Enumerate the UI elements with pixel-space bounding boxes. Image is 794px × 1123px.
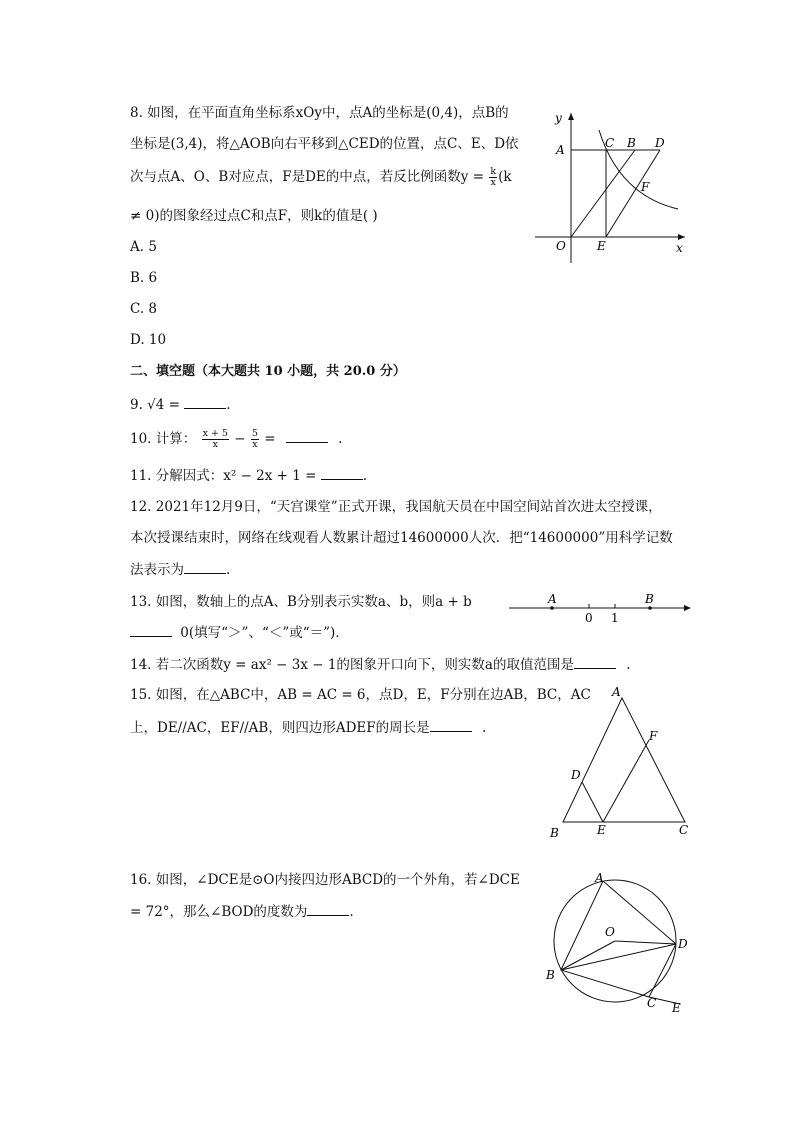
q16-label-d: D [678, 937, 688, 951]
q15-label-a: A [612, 685, 621, 699]
q12-answer-blank[interactable] [184, 559, 226, 574]
q10-fraction-1: $\frac{x + 5}{x}$ [202, 428, 228, 450]
q8-line-3-text: 次与点A、O、B对应点，F是DE的中点，若反比例函数y = [130, 169, 485, 185]
q8-line-2: 坐标是(3,4)，将△AOB向右平移到△CED的位置，点C、E、D依 [130, 136, 519, 152]
q16-label-o: O [605, 925, 615, 939]
q8-line-3 [130, 167, 512, 188]
q11-text: 11. 分解因式：x² − 2x + 1 = [130, 468, 317, 484]
section-title: 二、填空题（本大题共 10 小题，共 20.0 分） [130, 364, 406, 379]
q8-line-3-end: (k [498, 169, 512, 185]
q10-minus: − [234, 431, 246, 447]
q8-figure [535, 105, 695, 265]
q16-line-2-text: = 72°，那么∠BOD的度数为 [130, 904, 308, 920]
q14-answer-blank[interactable] [574, 654, 616, 669]
q8-label-c: C [605, 136, 615, 150]
q8-label-f: F [641, 180, 650, 194]
q12-period: . [226, 562, 231, 578]
q8-label-b: B [627, 136, 636, 150]
q10-period: . [338, 431, 343, 447]
q8-line-1: 8. 如图，在平面直角坐标系xOy中，点A的坐标是(0,4)，点B的 [130, 105, 509, 121]
q9-text: 9. √4 = [130, 397, 180, 413]
q13-answer-blank[interactable] [130, 622, 172, 637]
q8-label-x: x [676, 241, 683, 255]
q9-period: . [226, 397, 231, 413]
q8-label-y: y [555, 111, 562, 125]
q8-label-d: D [655, 136, 665, 150]
q13-number-line [505, 590, 695, 626]
q10-equals: = [264, 431, 276, 447]
q8-option-b: B. 6 [130, 270, 158, 286]
q15-line-2-text: 上，DE//AC，EF//AB，则四边形ADEF的周长是 [130, 720, 430, 736]
q8-fraction: $\frac{k}{x}$ [490, 166, 497, 188]
q11-period: . [362, 468, 368, 484]
q15-label-b: B [550, 826, 559, 840]
q16-label-c: C [647, 996, 657, 1010]
q12-line-3-text: 法表示为 [130, 562, 184, 578]
q10 [130, 428, 342, 450]
q10-text: 10. 计算： [130, 431, 197, 447]
q13-line-2 [130, 622, 349, 643]
q15-line-2 [130, 717, 486, 738]
q15-label-d: D [571, 768, 581, 782]
q15-answer-blank[interactable] [430, 717, 472, 732]
q15-period: . [481, 720, 487, 736]
q11-answer-blank[interactable] [321, 465, 363, 480]
q15-label-c: C [679, 823, 689, 837]
q13-line-2-text: 0(填写“＞”、“＜”或“＝”)． [180, 625, 349, 641]
q13-label-zero: 0 [585, 611, 593, 625]
q8-label-o: O [556, 239, 566, 253]
q14 [130, 654, 631, 675]
q15-line-1: 15. 如图，在△ABC中，AB = AC = 6，点D，E，F分别在边AB，BC，AC [130, 687, 591, 703]
q12-line-1: 12. 2021年12月9日，“天宫课堂”正式开课，我国航天员在中国空间站首次进太空授课， [130, 499, 662, 515]
q16-figure [540, 868, 700, 1018]
q12-line-3 [130, 559, 230, 580]
q13-label-a: A [548, 592, 557, 606]
q10-fraction-2: $\frac{5}{x}$ [251, 428, 258, 450]
q14-period: . [626, 657, 631, 673]
q16-answer-blank[interactable] [307, 901, 349, 916]
q8-line-4: ≠ 0)的图象经过点C和点F，则k的值是( ) [130, 208, 378, 224]
q16-label-e: E [672, 1001, 681, 1015]
q10-answer-blank[interactable] [286, 428, 328, 443]
q9-answer-blank[interactable] [184, 394, 226, 409]
q12-line-2: 本次授课结束时，网络在线观看人数累计超过14600000人次．把“14600000”用科学记数 [130, 530, 673, 546]
q8-label-a: A [556, 143, 565, 157]
q16-label-a: A [595, 871, 604, 885]
q13-line-1: 13. 如图，数轴上的点A、B分别表示实数a、b，则a + b [130, 594, 472, 610]
q8-label-e: E [597, 239, 606, 253]
q14-text: 14. 若二次函数y = ax² − 3x − 1的图象开口向下，则实数a的取值范围是 [130, 657, 574, 673]
q8-option-a: A. 5 [130, 239, 157, 255]
q15-figure [545, 682, 705, 842]
q16-line-2 [130, 901, 354, 922]
q16-line-1: 16. 如图，∠DCE是⊙O内接四边形ABCD的一个外角，若∠DCE [130, 872, 520, 888]
q8-option-d: D. 10 [130, 332, 167, 348]
q8-option-c: C. 8 [130, 301, 158, 317]
q15-label-e: E [597, 823, 606, 837]
q13-label-b: B [645, 592, 654, 606]
q16-label-b: B [546, 968, 555, 982]
q15-label-f: F [649, 729, 658, 743]
q16-period: . [349, 904, 354, 920]
q9 [130, 394, 231, 415]
q11 [130, 465, 367, 486]
q13-label-one: 1 [611, 611, 619, 625]
